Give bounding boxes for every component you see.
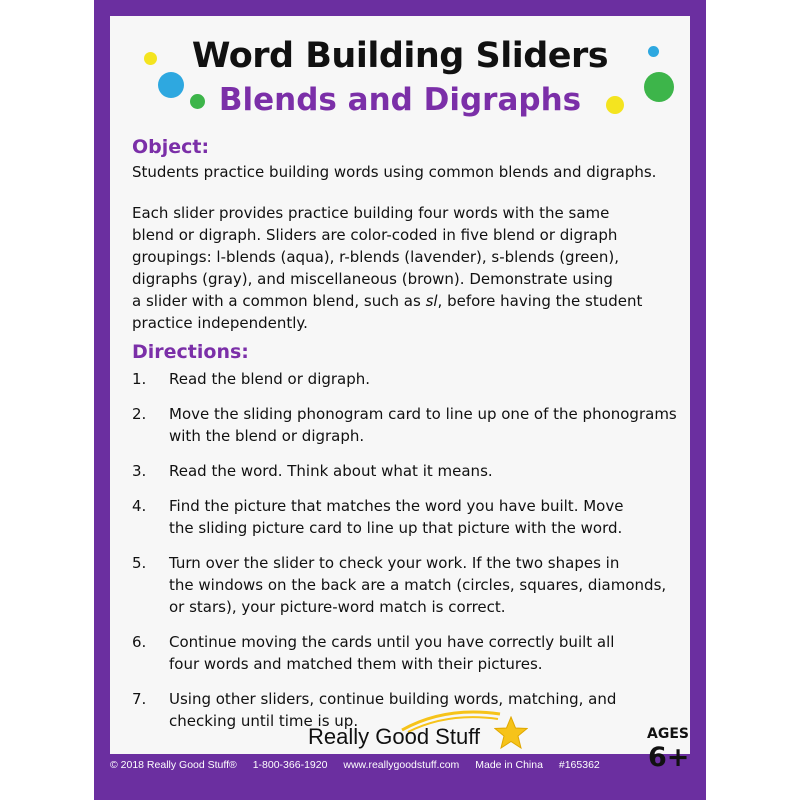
object-body-line: groupings: l-blends (aqua), r-blends (lavender), s-blends (green),	[132, 248, 619, 266]
direction-line: four words and matched them with their pictures.	[169, 655, 543, 673]
direction-number: 3.	[132, 462, 147, 480]
ages-label: AGES	[647, 726, 689, 742]
direction-number: 5.	[132, 554, 147, 572]
direction-number: 1.	[132, 370, 147, 388]
ages-value: 6+	[648, 742, 690, 773]
object-intro: Students practice building words using common blends and digraphs.	[132, 163, 657, 181]
object-body	[132, 202, 677, 334]
direction-line: Move the sliding phonogram card to line up one of the phonograms	[169, 405, 677, 423]
footer-website: www.reallygoodstuff.com	[343, 759, 460, 771]
directions-heading: Directions:	[132, 341, 249, 363]
direction-number: 2.	[132, 405, 147, 423]
direction-item-2	[132, 403, 680, 447]
direction-item-4	[132, 495, 680, 539]
footer-phone: 1-800-366-1920	[252, 759, 328, 771]
direction-line: with the blend or digraph.	[169, 427, 365, 445]
footer-origin: Made in China	[475, 759, 543, 771]
page-title: Word Building Sliders	[191, 36, 609, 76]
direction-line: Read the blend or digraph.	[169, 370, 371, 388]
direction-number: 6.	[132, 633, 147, 651]
object-heading: Object:	[132, 136, 210, 158]
brand-logo: Really Good Stuff	[308, 724, 481, 749]
footer-copyright: © 2018 Really Good Stuff®	[110, 759, 237, 771]
direction-line: Find the picture that matches the word you have built. Move	[169, 497, 624, 515]
direction-line: Using other sliders, continue building words, matching, and	[169, 690, 617, 708]
direction-line: the sliding picture card to line up that picture with the word.	[169, 519, 623, 537]
footer-item-number: #165362	[558, 759, 600, 771]
example-blend: sl	[425, 292, 438, 310]
directions-list	[132, 368, 680, 745]
direction-line: Turn over the slider to check your work. If the two shapes in	[169, 554, 620, 572]
direction-item-3	[132, 460, 680, 482]
direction-item-1	[132, 368, 680, 390]
footer	[110, 759, 690, 771]
direction-number: 7.	[132, 690, 147, 708]
object-body-line: practice independently.	[132, 314, 308, 332]
direction-line: Continue moving the cards until you have correctly built all	[169, 633, 615, 651]
direction-item-6	[132, 631, 680, 675]
direction-line: checking until time is up.	[169, 712, 359, 730]
object-body-line: Each slider provides practice building four words with the same	[132, 204, 610, 222]
direction-number: 4.	[132, 497, 147, 515]
star-icon	[494, 716, 528, 750]
object-body-line: blend or digraph. Sliders are color-coded in five blend or digraph	[132, 226, 618, 244]
direction-line: Read the word. Think about what it means.	[169, 462, 493, 480]
product-card	[94, 0, 706, 800]
page-subtitle: Blends and Digraphs	[218, 82, 582, 118]
direction-line: the windows on the back are a match (circles, squares, diamonds,	[169, 576, 667, 594]
direction-line: or stars), your picture-word match is correct.	[169, 598, 506, 616]
direction-item-5	[132, 552, 680, 618]
object-body-line: a slider with a common blend, such as sl, before having the student	[132, 292, 643, 310]
object-body-line: digraphs (gray), and miscellaneous (brown). Demonstrate using	[132, 270, 613, 288]
